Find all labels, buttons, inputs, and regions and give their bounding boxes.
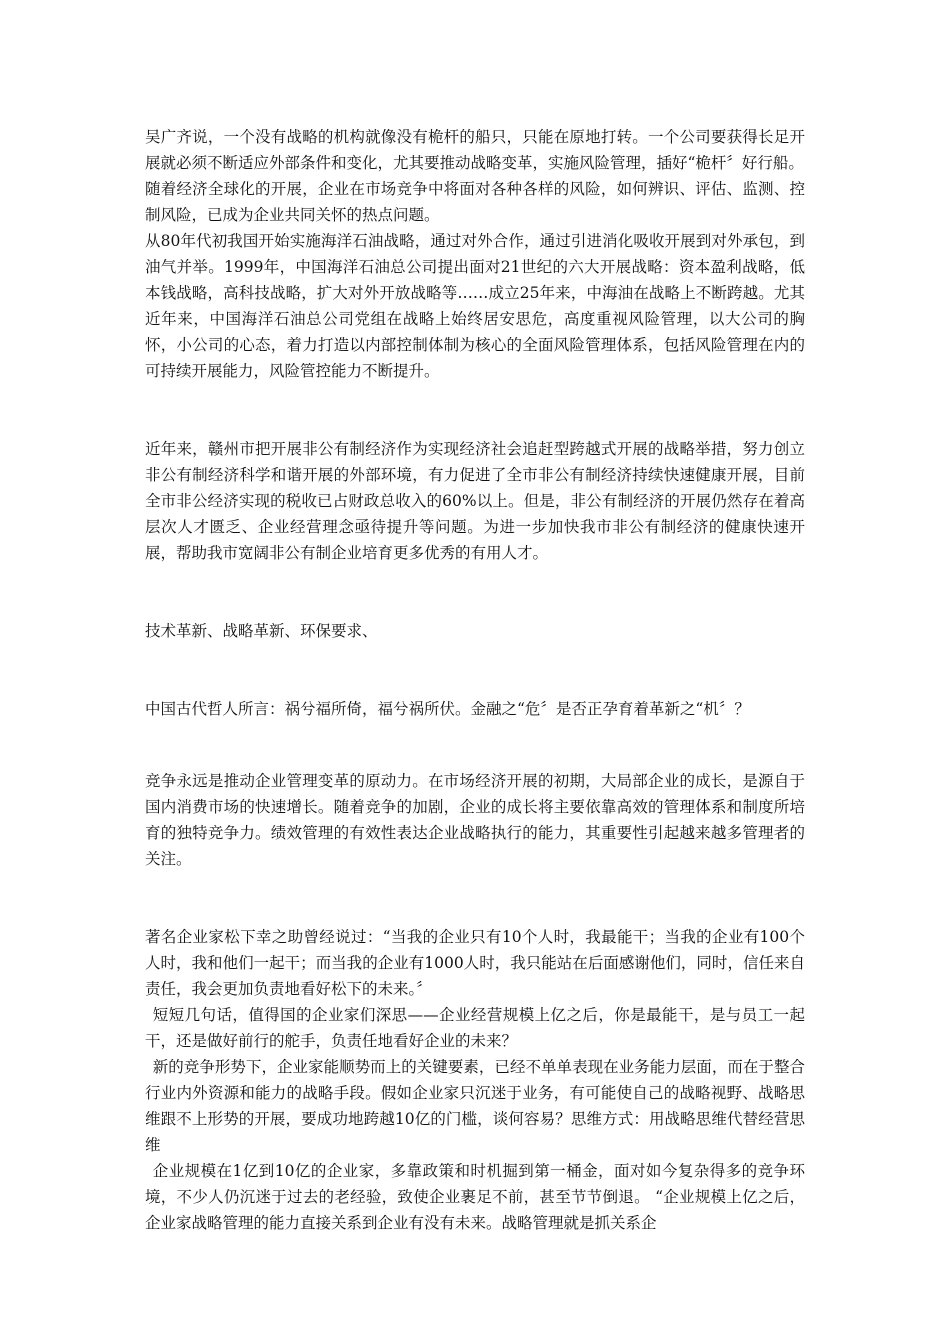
spacer (145, 644, 805, 696)
spacer (145, 566, 805, 618)
paragraph-wu-guangqi: 吴广齐说，一个没有战略的机构就像没有桅杆的船只，只能在原地打转。一个公司要获得长足开展就必须不断适应外部条件和变化，尤其要推动战略变革，实施风险管理，插好“桅杆〞好行船。 (145, 128, 805, 172)
paragraph-ancient-philosopher: 中国古代哲人所言：祸兮福所倚，福兮祸所伏。金融之“危〞是否正孕育着革新之“机〞？ (145, 700, 750, 718)
paragraph-enterprise-scale: 企业规模在1亿到10亿的企业家，多靠政策和时机掘到第一桶金，面对如今复杂得多的竞争环境，不少人仍沉迷于过去的老经验，致使企业裹足不前，甚至节节倒退。 “企业规模上亿之后，企业家战略管理的能力直接关系到企业有没有未来。战略管理就是抓关系企 (145, 1162, 805, 1232)
spacer (145, 722, 805, 768)
paragraph-entrepreneur-reflection: 短短几句话，值得国的企业家们深思——企业经营规模上亿之后，你是最能干，是与员工一起干，还是做好前行的舵手，负责任地看好企业的未来？ (145, 1006, 805, 1050)
spacer (145, 384, 805, 436)
paragraph-competition-driver: 竞争永远是推动企业管理变革的原动力。在市场经济开展的初期，大局部企业的成长，是源自于国内消费市场的快速增长。随着竞争的加剧，企业的成长将主要依靠高效的管理体系和制度所培育的独特竞争力。绩效管理的有效性表达企业战略执行的能力，其重要性引起越来越多管理者的关注。 (145, 772, 805, 868)
paragraph-ganzhou-private-economy: 近年来，赣州市把开展非公有制经济作为实现经济社会追赶型跨越式开展的战略举措，努力创立非公有制经济科学和谐开展的外部环境，有力促进了全市非公有制经济持续快速健康开展，目前全市非公经济实现的税收已占财政总收入的60%以上。但是，非公有制经济的开展仍然存在着高层次人才匮乏、企业经营理念亟待提升等问题。为进一步加快我市非公有制经济的健康快速开展，帮助我市宽阔非公有制企业培育更多优秀的有用人才。 (145, 440, 805, 562)
paragraph-strategic-thinking: 新的竞争形势下，企业家能顺势而上的关键要素，已经不单单表现在业务能力层面，而在于整合行业内外资源和能力的战略手段。假如企业家只沉迷于业务，有可能使自己的战略视野、战略思维跟不上形势的开展，要成功地跨越10亿的门槛，谈何容易？思维方式：用战略思维代替经营思维 (145, 1058, 805, 1154)
paragraph-matsushita-quote: 著名企业家松下幸之助曾经说过：“当我的企业只有10个人时，我最能干；当我的企业有100个人时，我和他们一起干；而当我的企业有1000人时，我只能站在后面感谢他们，同时，信任来自责任，我会更加负责地看好松下的未来。〞 (145, 928, 805, 998)
paragraph-cnooc-strategy: 从80年代初我国开始实施海洋石油战略，通过对外合作，通过引进消化吸收开展到对外承包，到油气并举。1999年，中国海洋石油总公司提出面对21世纪的六大开展战略：资本盈利战略，低本钱战略，高科技战略，扩大对外开放战略等……成立25年来，中海油在战略上不断跨越。尤其近年来，中国海洋石油总公司党组在战略上始终居安思危，高度重视风险管理，以大公司的胸怀，小公司的心态，着力打造以内部控制体制为核心的全面风险管理体系，包括风险管理在内的可持续开展能力，风险管控能力不断提升。 (145, 232, 805, 380)
spacer (145, 872, 805, 924)
paragraph-globalization-risk: 随着经济全球化的开展，企业在市场竞争中将面对各种各样的风险，如何辨识、评估、监测、控制风险，已成为企业共同关怀的热点问题。 (145, 180, 805, 224)
paragraph-innovation-keywords: 技术革新、战略革新、环保要求、 (145, 622, 378, 640)
document-body (145, 124, 805, 1236)
